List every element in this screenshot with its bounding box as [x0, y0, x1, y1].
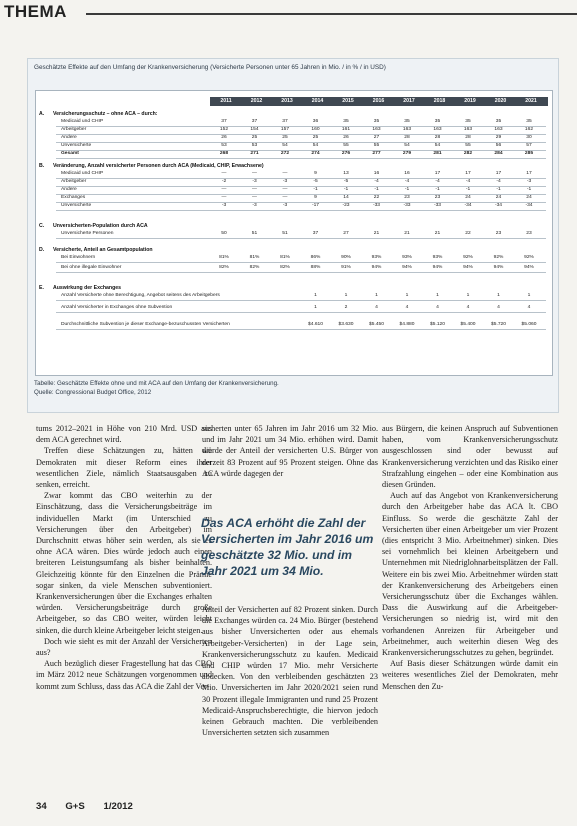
table-cell: 16 — [404, 171, 410, 176]
table-cell: 276 — [341, 151, 351, 156]
table-row — [56, 322, 546, 329]
row-label: Unversicherte — [61, 203, 92, 208]
year-header: 2020 — [494, 98, 507, 104]
table-cell: 94% — [463, 265, 473, 270]
page-footer — [36, 801, 149, 812]
table-cell: 92% — [463, 255, 473, 260]
table-cell: 91% — [341, 265, 351, 270]
table-cell: -2 — [221, 179, 227, 184]
text-column-middle-top — [202, 423, 378, 479]
table-cell: 279 — [402, 151, 412, 156]
year-header: 2013 — [281, 98, 293, 104]
row-label: Unversicherte — [61, 143, 92, 148]
table-cell: 282 — [463, 151, 473, 156]
row-divider — [56, 272, 546, 273]
table-row — [56, 143, 546, 150]
table-caption-text: Tabelle: Geschätzte Effekte ohne und mit ACA auf den Umfang der Krankenversicherung. — [34, 380, 279, 387]
table-cell: 1 — [344, 293, 348, 298]
table-cell: 27 — [373, 135, 380, 140]
table-cell: 35 — [495, 119, 502, 124]
table-cell: 16 — [373, 171, 380, 176]
table-cell: $5.060 — [521, 322, 537, 327]
table-cell: -5 — [343, 179, 349, 184]
table-cell: 1 — [314, 293, 317, 298]
table-cell: -1 — [343, 187, 349, 192]
row-divider — [56, 329, 546, 330]
row-divider — [56, 300, 546, 301]
table-cell: 55 — [373, 143, 380, 148]
table-cell: $5.720 — [491, 322, 506, 327]
table-cell: $4.610 — [308, 322, 323, 327]
table-row — [56, 151, 546, 158]
table-cell: 37 — [251, 119, 258, 124]
table-cell: — — [221, 187, 227, 192]
table-cell: 54 — [434, 143, 441, 148]
table-cell: 25 — [282, 135, 288, 140]
table-heading: Geschätzte Effekte auf den Umfang der Krankenversicherung (Versicherte Personen unter 65 Jahren in Mio. / in % / in USD) — [34, 64, 386, 71]
table-row — [56, 255, 546, 262]
table-cell: 57 — [526, 143, 532, 148]
row-divider — [56, 158, 546, 159]
table-cell: — — [252, 171, 257, 176]
table-cell: 93% — [402, 255, 412, 260]
table-cell: 163 — [433, 127, 442, 132]
table-cell: 1 — [466, 293, 470, 298]
table-cell: -4 — [435, 179, 440, 184]
table-cell: 35 — [343, 119, 349, 124]
table-cell: -34 — [525, 203, 533, 208]
table-cell: -4 — [374, 179, 379, 184]
table-cell: -3 — [282, 179, 288, 184]
table-cell: 94% — [524, 265, 534, 270]
table-cell: -3 — [252, 179, 257, 184]
table-cell: 1 — [405, 293, 409, 298]
section-title: THEMA — [4, 2, 67, 21]
table-cell: 53 — [221, 143, 227, 148]
row-label: Unversicherte Personen — [61, 231, 114, 236]
table-row — [56, 171, 546, 178]
table-cell: 54 — [282, 143, 288, 148]
table-cell: 163 — [372, 127, 381, 132]
row-label: Medicaid und CHIP — [61, 171, 104, 176]
table-cell: 37 — [312, 231, 319, 236]
paragraph: Anteil der Versicherten auf 82 Prozent sinken. Durch die Exchanges würden ca. 24 Mio. Bürger (bestehend aus bisher Unversicherten oder aus ehemals Arbeitgeber-Versicherten) in der Lage sein, Krankenversicherungsschutz zu kaufen. Medicaid und CHIP würden 17 Mio. mehr Versicherte abdecken. Von den verbleibenden geschätzten 23 Mio. Unversicherten im Jahr 2020/2021 seien rund 30 Prozent illegale Immigranten und rund 25 Prozent Medicaid-Anspruchsberechtigte, die hiervon jedoch keinen Gebrauch machten. Die verbleibenden Unversicherten setzten sich zusammen — [202, 605, 378, 738]
row-label: Anzahl Versicherte ohne Berechtigung, Angebot seitens des Arbeitgebers — [61, 293, 220, 298]
table-row — [56, 293, 546, 300]
section-letter: A. — [39, 111, 45, 117]
table-cell: 35 — [404, 119, 410, 124]
paragraph: Auch bezüglich dieser Fragestellung hat das CBO im März 2012 neue Schätzungen vorgenommen und kommt zum Schluss, dass das ACA die Zahl der Ver- — [36, 659, 212, 691]
table-cell: 1 — [527, 293, 531, 298]
table-cell: 29 — [495, 135, 502, 140]
table-cell: 22 — [373, 195, 380, 200]
year-header: 2011 — [220, 98, 232, 104]
table-row — [56, 195, 546, 202]
table-cell: -23 — [342, 203, 350, 208]
page-number: 34 — [36, 801, 47, 812]
table-row — [56, 187, 546, 194]
table-cell: 23 — [495, 231, 502, 236]
table-cell: 163 — [463, 127, 473, 132]
row-label: Durchschnittliche Subvention je dieser Exchange-bezuschussten Versicherten — [61, 322, 230, 327]
table-figure — [27, 58, 559, 413]
table-cell: 157 — [280, 127, 290, 132]
table-cell: — — [282, 187, 288, 192]
table-cell: 2 — [344, 305, 348, 310]
table-cell: -33 — [433, 203, 442, 208]
table-cell: $4.880 — [399, 322, 415, 327]
table-cell: 28 — [465, 135, 471, 140]
table-cell: 1 — [436, 293, 439, 298]
table-cell: 24 — [526, 195, 532, 200]
table-row — [56, 119, 546, 126]
table-cell: -1 — [313, 187, 318, 192]
year-header: 2018 — [433, 98, 446, 104]
table-cell: -34 — [464, 203, 472, 208]
table-section-heading — [39, 247, 153, 253]
section-title: Versicherte, Anteil an Gesamtpopulation — [53, 247, 153, 253]
table-cell: 90% — [341, 255, 351, 260]
row-label: Medicaid und CHIP — [61, 119, 104, 124]
table-cell: — — [252, 187, 257, 192]
table-cell: 93% — [432, 255, 443, 260]
table-cell: -1 — [465, 187, 471, 192]
table-section-heading — [39, 223, 148, 229]
table-cell: 53 — [251, 143, 258, 148]
table-cell: -34 — [494, 203, 503, 208]
table-cell: 17 — [465, 171, 471, 176]
table-cell: 35 — [434, 119, 441, 124]
table-cell: 13 — [343, 171, 349, 176]
table-cell: 21 — [434, 231, 441, 236]
table-cell: -3 — [282, 203, 288, 208]
table-cell: 54 — [404, 143, 410, 148]
row-divider — [56, 312, 546, 313]
table-row — [56, 203, 546, 210]
table-cell: -3 — [221, 203, 227, 208]
table-cell: 86% — [310, 255, 321, 260]
row-divider — [56, 262, 546, 263]
table-cell: 17 — [526, 171, 532, 176]
table-cell: 4 — [405, 305, 409, 310]
table-cell: 30 — [526, 135, 532, 140]
table-cell: 17 — [434, 171, 441, 176]
table-cell: 81% — [219, 255, 229, 260]
text-column-right — [382, 423, 558, 692]
table-section-heading — [39, 163, 264, 169]
table-cell: 160 — [311, 127, 320, 132]
table-source: Quelle: Congressional Budget Office, 2012 — [34, 389, 152, 396]
table-cell: -1 — [496, 187, 501, 192]
table-cell: -1 — [404, 187, 410, 192]
year-header: 2019 — [464, 98, 476, 104]
table-cell: 17 — [495, 171, 502, 176]
table-cell: 37 — [282, 119, 288, 124]
year-header: 2014 — [311, 98, 324, 104]
table-cell: 268 — [219, 151, 229, 156]
row-label: Arbeitgeber — [61, 179, 87, 184]
table-cell: 25 — [251, 135, 258, 140]
header-rule — [86, 13, 577, 15]
table-cell: 94% — [371, 265, 382, 270]
row-label: Anzahl Versicherter in Exchanges ohne Subvention — [61, 305, 173, 310]
section-letter: D. — [39, 247, 45, 253]
table-cell: 82% — [280, 265, 290, 270]
section-title: Versicherungsschutz – ohne ACA – durch: — [53, 111, 158, 117]
paragraph: Treffen diese Schätzungen zu, hätten die Demokraten mit dieser Reform eines ihrer wesentlichen Ziele, nämlich Staatsausgaben zu senken, erreicht. — [36, 446, 212, 490]
table-cell: 21 — [404, 231, 410, 236]
paragraph: Doch wie sieht es mit der Anzahl der Versicherten aus? — [36, 636, 212, 658]
table-cell: 36 — [312, 119, 319, 124]
table-cell: 23 — [434, 195, 441, 200]
table-cell: 35 — [526, 119, 532, 124]
section-letter: C. — [39, 223, 45, 229]
paragraph: Auch auf das Angebot von Krankenversicherung durch den Arbeitgeber habe das ACA lt. CBO Einfluss. So werde die geschätzte Zahl der Versicherten über einen Arbeitgeber um vier Prozent (dies entspricht 3 Mio. Arbeitnehmer) sinken. Dies sei vornehmlich bei kleinen Arbeitgebern und Unternehmen mit Niedriglohnarbeitsplätzen der Fall. Weitere ein bis zwei Mio. Arbeitnehmer würden statt der Krankenversicherung des Arbeitgebers einen Versicherungsschutz über die Exchanges wählen. Dass die Auswirkung auf die Arbeitgeber-Versicherungen so niedrig ist, wird mit den vorhandenen Anreizen für Arbeitgeber und Arbeitnehmer, auch weiterhin diesen Weg des Krankenversicherungsschutzes zu gehen, begründet. — [382, 491, 558, 658]
table-cell: 94% — [402, 265, 412, 270]
table-cell: $3.630 — [338, 322, 354, 327]
table-cell: 4 — [497, 305, 500, 310]
table-cell: — — [282, 195, 288, 200]
journal-issue: 1/2012 — [103, 801, 133, 812]
table-cell: 51 — [282, 231, 288, 236]
table-row — [56, 127, 546, 134]
table-cell: 277 — [372, 151, 381, 156]
table-cell: 26 — [343, 135, 349, 140]
data-table — [35, 90, 553, 376]
table-cell: 271 — [250, 151, 259, 156]
table-cell: 9 — [314, 171, 317, 176]
paragraph: tums 2012–2021 in Höhe von 210 Mrd. USD aus dem ACA gerechnet wird. — [36, 424, 212, 445]
table-cell: 281 — [433, 151, 442, 156]
table-cell: 92% — [493, 255, 504, 260]
table-cell: 24 — [465, 195, 471, 200]
table-cell: 21 — [373, 231, 380, 236]
table-cell: 23 — [404, 195, 410, 200]
year-header: 2015 — [342, 98, 354, 104]
table-row — [56, 179, 546, 186]
table-cell: -5 — [313, 179, 318, 184]
table-cell: -17 — [311, 203, 320, 208]
table-cell: 28 — [404, 135, 410, 140]
table-cell: $5.450 — [369, 322, 384, 327]
table-cell: 92% — [524, 255, 534, 260]
table-cell: 50 — [221, 231, 227, 236]
table-cell: 272 — [280, 151, 290, 156]
table-cell: 81% — [280, 255, 290, 260]
table-cell: $5.120 — [430, 322, 445, 327]
table-cell: — — [221, 171, 227, 176]
year-header: 2017 — [403, 98, 415, 104]
table-cell: 51 — [251, 231, 258, 236]
row-divider — [56, 238, 546, 239]
table-cell: 94% — [493, 265, 504, 270]
table-cell: 93% — [371, 255, 382, 260]
table-cell: -1 — [526, 187, 532, 192]
table-cell: $5.400 — [460, 322, 476, 327]
table-cell: -3 — [526, 179, 532, 184]
row-label: Andere — [61, 187, 77, 192]
table-cell: 285 — [524, 151, 534, 156]
year-header-bar — [210, 97, 548, 106]
journal-name: G+S — [65, 801, 85, 812]
table-cell: 35 — [373, 119, 380, 124]
table-row — [56, 231, 546, 238]
section-title: Auswirkung der Exchanges — [53, 285, 122, 291]
table-caption — [34, 379, 279, 397]
table-cell: 55 — [343, 143, 349, 148]
table-row — [56, 135, 546, 142]
table-cell: -3 — [252, 203, 257, 208]
table-cell: 94% — [432, 265, 443, 270]
table-cell: 154 — [250, 127, 259, 132]
table-cell: 25 — [312, 135, 319, 140]
table-cell: 24 — [495, 195, 502, 200]
table-cell: 55 — [465, 143, 471, 148]
table-cell: -33 — [403, 203, 411, 208]
table-cell: 37 — [221, 119, 227, 124]
table-cell: — — [282, 171, 288, 176]
row-label: Exchanges — [61, 195, 86, 200]
table-cell: 28 — [434, 135, 441, 140]
row-divider — [56, 210, 546, 211]
table-cell: 81% — [249, 255, 260, 260]
year-header: 2021 — [525, 98, 537, 104]
table-cell: 1 — [375, 293, 378, 298]
table-section-heading — [39, 111, 158, 117]
table-cell: — — [221, 195, 227, 200]
table-cell: 54 — [312, 143, 319, 148]
paragraph: aus Bürgern, die keinen Anspruch auf Subventionen haben, vom Krankenversicherungsschutz ausgeschlossen sind oder bewusst auf Krankenversicherung verzichten und das Risiko einer Strafzahlung eingehen – oder eine Kombination aus diesen Gründen. — [382, 424, 558, 490]
table-cell: 35 — [465, 119, 471, 124]
paragraph: Auf Basis dieser Schätzungen würde damit ein weiteres wesentliches Ziel der Demokraten, mehr Menschen den Zu- — [382, 659, 558, 691]
section-title: Veränderung, Anzahl versicherter Personen durch ACA (Medicaid, CHIP, Erwachsene) — [53, 163, 264, 169]
table-cell: 161 — [341, 127, 351, 132]
text-column-left — [36, 423, 212, 692]
paragraph: sicherten unter 65 Jahren im Jahr 2016 um 32 Mio. und im Jahr 2021 um 34 Mio. erhöhen wird. Damit würde der Anteil der versicherten U.S. Bürger von derzeit 83 Prozent auf 95 Prozent steigen. Ohne das ACA würde dagegen der — [202, 424, 378, 478]
table-cell: 274 — [311, 151, 320, 156]
table-cell: 163 — [402, 127, 412, 132]
table-cell: 22 — [465, 231, 471, 236]
table-cell: 4 — [466, 305, 470, 310]
table-cell: 4 — [436, 305, 439, 310]
table-cell: 163 — [494, 127, 503, 132]
table-cell: -1 — [435, 187, 440, 192]
paragraph: Zwar kommt das CBO weiterhin zu der Einschätzung, dass die Versicherungsbeiträge im individuellen Markt (im Unterschied zu Versicherungen über den Arbeitgeber) im Durchschnitt etwas höher sein werden, als sie es ohne ACA wären. Dies würde jedoch auch einen breiteren Leistungsumfang als bisher beinhalten. Gleichzeitig könnte für den Einzelnen die Prämie sogar sinken, da viele Menschen subventioniert. Krankenversicherungen über die Exchanges erhalten würden. Versicherungsbeiträge durch große Arbeitgeber, so das CBO weiter, würden leicht sinken, die durch kleine Arbeitgeber leicht steigen. — [36, 491, 212, 635]
year-header: 2016 — [372, 98, 385, 104]
section-letter: E. — [39, 285, 44, 291]
table-cell: 82% — [249, 265, 260, 270]
table-cell: 152 — [219, 127, 229, 132]
table-cell: 284 — [494, 151, 503, 156]
table-cell: -4 — [404, 179, 410, 184]
text-column-middle-bottom — [202, 604, 378, 738]
pull-quote: Das ACA erhöht die Zahl der Versicherten im Jahr 2016 um geschätzte 32 Mio. und im Jahr 2021 um 34 Mio. — [201, 516, 374, 578]
table-cell: 9 — [314, 195, 317, 200]
table-cell: 56 — [495, 143, 502, 148]
row-label: Bei Einwohnern — [61, 255, 96, 260]
table-cell: 162 — [524, 127, 534, 132]
table-cell: -1 — [374, 187, 379, 192]
section-title: Unversicherten-Population durch ACA — [53, 223, 148, 229]
row-label: Gesamt — [61, 151, 79, 156]
table-row — [56, 305, 546, 312]
table-cell: 4 — [527, 305, 531, 310]
table-cell: -33 — [372, 203, 381, 208]
table-cell: 88% — [310, 265, 321, 270]
row-label: Arbeitgeber — [61, 127, 87, 132]
section-header — [4, 2, 577, 20]
table-row — [56, 265, 546, 272]
table-cell: 82% — [219, 265, 229, 270]
row-label: Andere — [61, 135, 77, 140]
table-cell: 14 — [343, 195, 349, 200]
table-cell: -4 — [465, 179, 471, 184]
table-cell: 4 — [375, 305, 378, 310]
table-cell: 1 — [314, 305, 317, 310]
table-cell: 27 — [343, 231, 349, 236]
table-cell: — — [252, 195, 257, 200]
table-cell: 1 — [497, 293, 500, 298]
year-header: 2012 — [250, 98, 263, 104]
table-cell: -4 — [496, 179, 501, 184]
table-section-heading — [39, 285, 121, 291]
table-cell: 26 — [221, 135, 227, 140]
section-letter: B. — [39, 163, 45, 169]
table-cell: 23 — [526, 231, 532, 236]
row-label: Bei ohne illegale Einwohner — [61, 265, 122, 270]
